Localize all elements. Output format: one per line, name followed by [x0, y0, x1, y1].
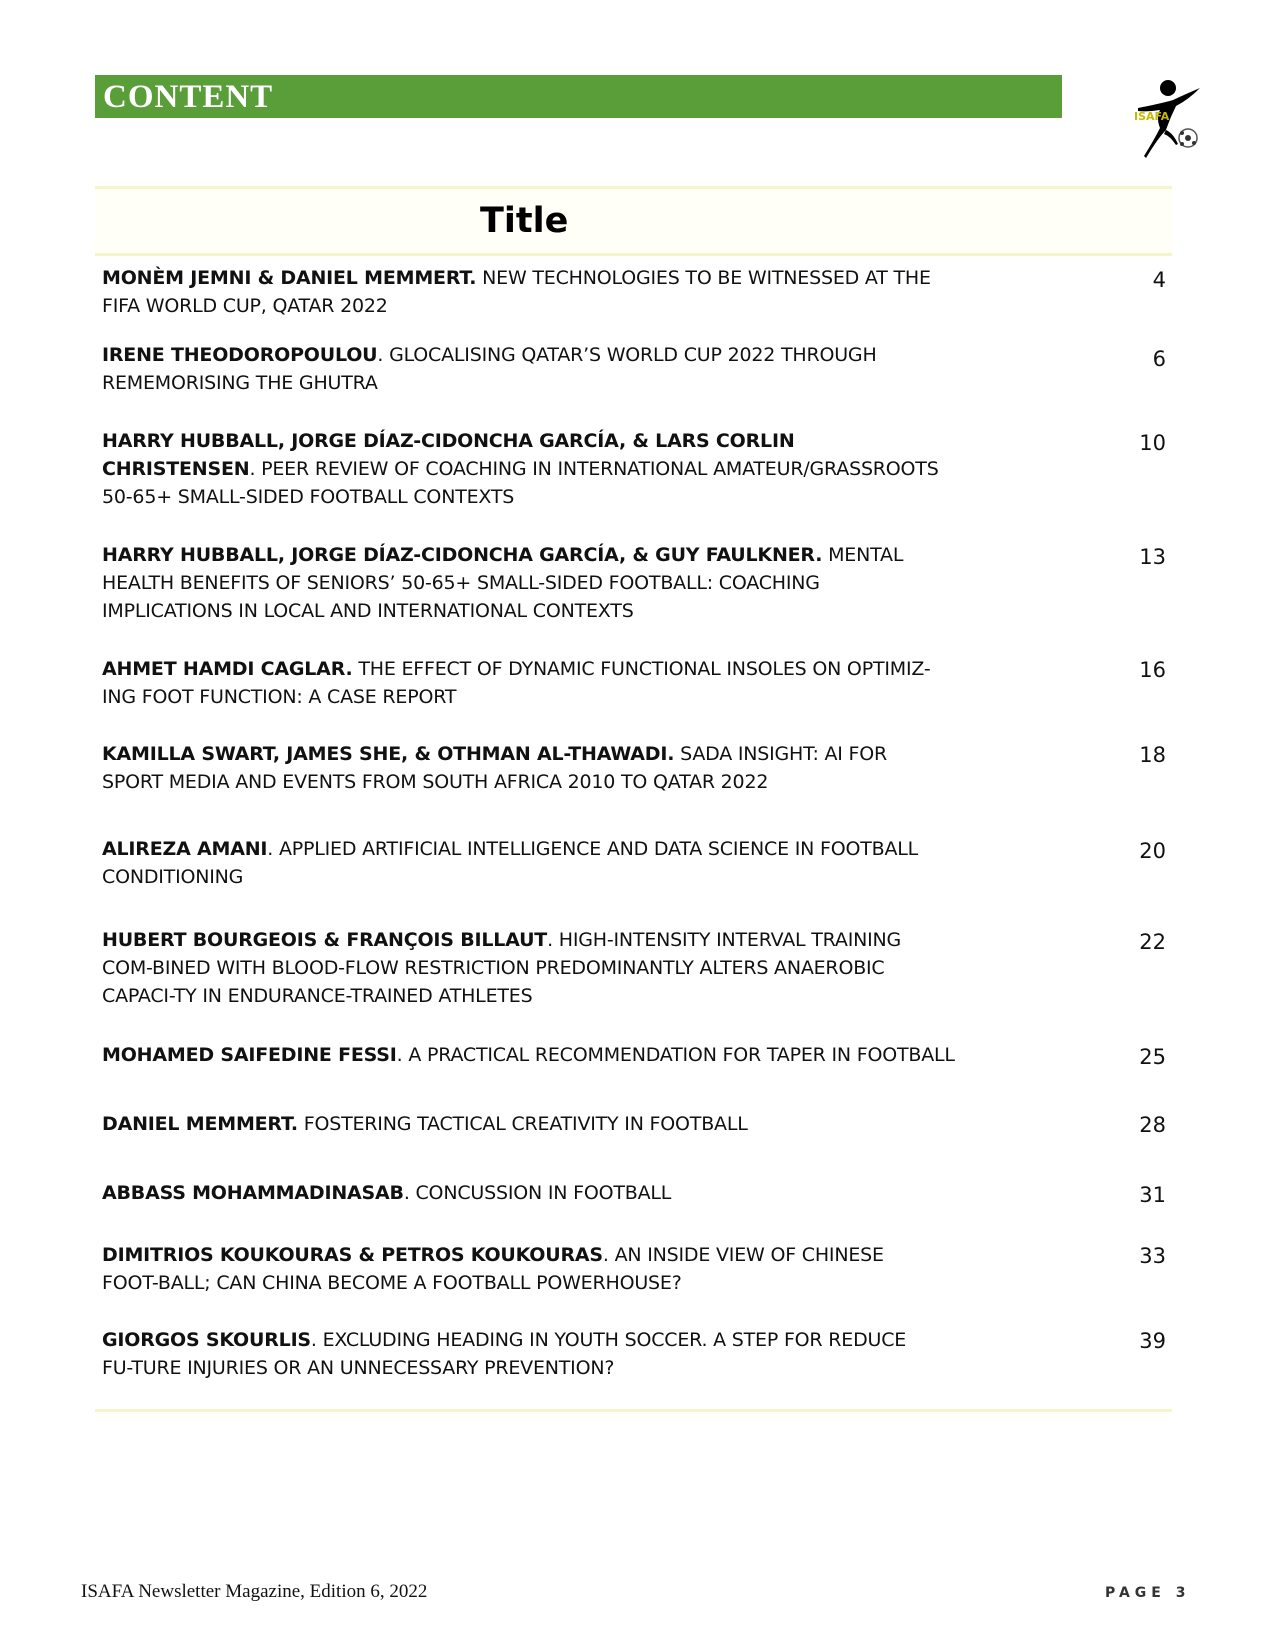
toc-entry-authors: KAMILLA SWART, JAMES SHE, & OTHMAN AL-THAWADI. [102, 743, 675, 765]
toc-row[interactable] [95, 1239, 1172, 1324]
toc-entry-title: THE EFFECT OF DYNAMIC FUNCTIONAL INSOLES ON OPTIMIZ-ING FOOT FUNCTION: A CASE REPORT [102, 658, 931, 708]
toc-page-number: 33 [1139, 1244, 1166, 1268]
toc-entry-text [102, 341, 942, 397]
toc-entry-text [102, 1326, 942, 1382]
toc-row[interactable] [95, 256, 1172, 339]
toc-page-number: 28 [1139, 1113, 1166, 1137]
toc-row[interactable] [95, 653, 1172, 738]
footer-publication: ISAFA Newsletter Magazine, Edition 6, 2022 [81, 1581, 428, 1602]
toc-entry-authors: HUBERT BOURGEOIS & FRANÇOIS BILLAUT [102, 929, 548, 951]
toc-entry-authors: ALIREZA AMANI [102, 838, 268, 860]
toc-row[interactable] [95, 924, 1172, 1039]
toc-entry-authors: ABBASS MOHAMMADINASAB [102, 1182, 404, 1204]
isafa-logo [1118, 78, 1208, 168]
toc-page-number: 6 [1152, 347, 1166, 371]
toc-page-number: 20 [1139, 839, 1166, 863]
toc-page-number: 10 [1139, 431, 1166, 455]
toc-entry-authors: HARRY HUBBALL, JORGE DÍAZ-CIDONCHA GARCÍA, & LARS CORLIN CHRISTENSEN [102, 430, 795, 480]
toc-entry-title: SADA INSIGHT: AI FOR SPORT MEDIA AND EVENTS FROM SOUTH AFRICA 2010 TO QATAR 2022 [102, 743, 888, 793]
toc-entry-authors: DIMITRIOS KOUKOURAS & PETROS KOUKOURAS [102, 1244, 603, 1266]
toc-entry-text [102, 740, 942, 796]
toc-entry-text [102, 1041, 1002, 1069]
toc-entry-text [102, 541, 942, 625]
toc-entry-text [102, 264, 942, 320]
toc-row[interactable] [95, 1108, 1172, 1177]
toc-row[interactable] [95, 833, 1172, 924]
toc-page-number: 31 [1139, 1183, 1166, 1207]
toc-row[interactable] [95, 738, 1172, 833]
toc-entry-title: . A PRACTICAL RECOMMENDATION FOR TAPER IN FOOTBALL [396, 1044, 955, 1066]
toc-entry-title: FOSTERING TACTICAL CREATIVITY IN FOOTBALL [297, 1113, 748, 1135]
toc-table [95, 186, 1172, 1412]
toc-header [95, 189, 1172, 256]
toc-row[interactable] [95, 1324, 1172, 1409]
toc-entry-text [102, 1241, 942, 1297]
toc-entry-title: MENTAL HEALTH BENEFITS OF SENIORS’ 50-65+ SMALL-SIDED FOOTBALL: COACHING IMPLICATIONS IN LOCAL AND INTERNATIONAL CONTEXTS [102, 544, 904, 622]
toc-page-number: 13 [1139, 545, 1166, 569]
toc-entry-title: . APPLIED ARTIFICIAL INTELLIGENCE AND DATA SCIENCE IN FOOTBALL CONDITIONING [102, 838, 919, 888]
toc-entry-text [102, 835, 942, 891]
toc-column-title: Title [480, 201, 569, 241]
toc-page-number: 39 [1139, 1329, 1166, 1353]
toc-entry-authors: GIORGOS SKOURLIS [102, 1329, 311, 1351]
toc-entry-title: . CONCUSSION IN FOOTBALL [403, 1182, 672, 1204]
toc-entry-text [102, 926, 942, 1010]
toc-entry-title: . HIGH-INTENSITY INTERVAL TRAINING COM-BINED WITH BLOOD-FLOW RESTRICTION PREDOMINANTLY ALTERS ANAEROBIC CAPACI-TY IN ENDURANCE-TRAINED ATHLETES [102, 929, 902, 1007]
toc-page-number: 4 [1152, 268, 1166, 292]
content-header-title: CONTENT [103, 79, 274, 115]
toc-entry-text [102, 427, 942, 511]
toc-row[interactable] [95, 1039, 1172, 1108]
toc-page-number: 22 [1139, 930, 1166, 954]
toc-entry-title: . AN INSIDE VIEW OF CHINESE FOOT-BALL; CAN CHINA BECOME A FOOTBALL POWERHOUSE? [102, 1244, 884, 1294]
toc-entry-authors: AHMET HAMDI CAGLAR. [102, 658, 353, 680]
toc-entry-text [102, 1110, 942, 1138]
football-player-logo-icon [1118, 78, 1208, 168]
toc-entry-authors: IRENE THEODOROPOULOU [102, 344, 378, 366]
footer-page-number: PAGE 3 [1105, 1585, 1191, 1601]
toc-page-number: 18 [1139, 743, 1166, 767]
content-header-bar [95, 75, 1062, 118]
toc-entry-authors: DANIEL MEMMERT. [102, 1113, 298, 1135]
toc-row[interactable] [95, 1177, 1172, 1239]
toc-row[interactable] [95, 339, 1172, 424]
logo-text: ISAFA [1134, 110, 1170, 123]
toc-entry-title: NEW TECHNOLOGIES TO BE WITNESSED AT THE FIFA WORLD CUP, QATAR 2022 [102, 267, 931, 317]
toc-entry-title: . EXCLUDING HEADING IN YOUTH SOCCER. A STEP FOR REDUCE FU-TURE INJURIES OR AN UNNECESSARY PREVENTION? [102, 1329, 907, 1379]
toc-row[interactable] [95, 539, 1172, 653]
toc-page-number: 16 [1139, 658, 1166, 682]
toc-row[interactable] [95, 424, 1172, 539]
toc-entry-text [102, 655, 942, 711]
toc-entry-title: . GLOCALISING QATAR’S WORLD CUP 2022 THROUGH REMEMORISING THE GHUTRA [102, 344, 877, 394]
toc-entry-title: . PEER REVIEW OF COACHING IN INTERNATIONAL AMATEUR/GRASSROOTS 50-65+ SMALL-SIDED FOOTBALL CONTEXTS [102, 458, 939, 508]
toc-entry-authors: MOHAMED SAIFEDINE FESSI [102, 1044, 397, 1066]
toc-entry-text [102, 1179, 942, 1207]
toc-entry-authors: MONÈM JEMNI & DANIEL MEMMERT. [102, 267, 477, 289]
toc-entry-authors: HARRY HUBBALL, JORGE DÍAZ-CIDONCHA GARCÍA, & GUY FAULKNER. [102, 544, 823, 566]
toc-page-number: 25 [1139, 1045, 1166, 1069]
